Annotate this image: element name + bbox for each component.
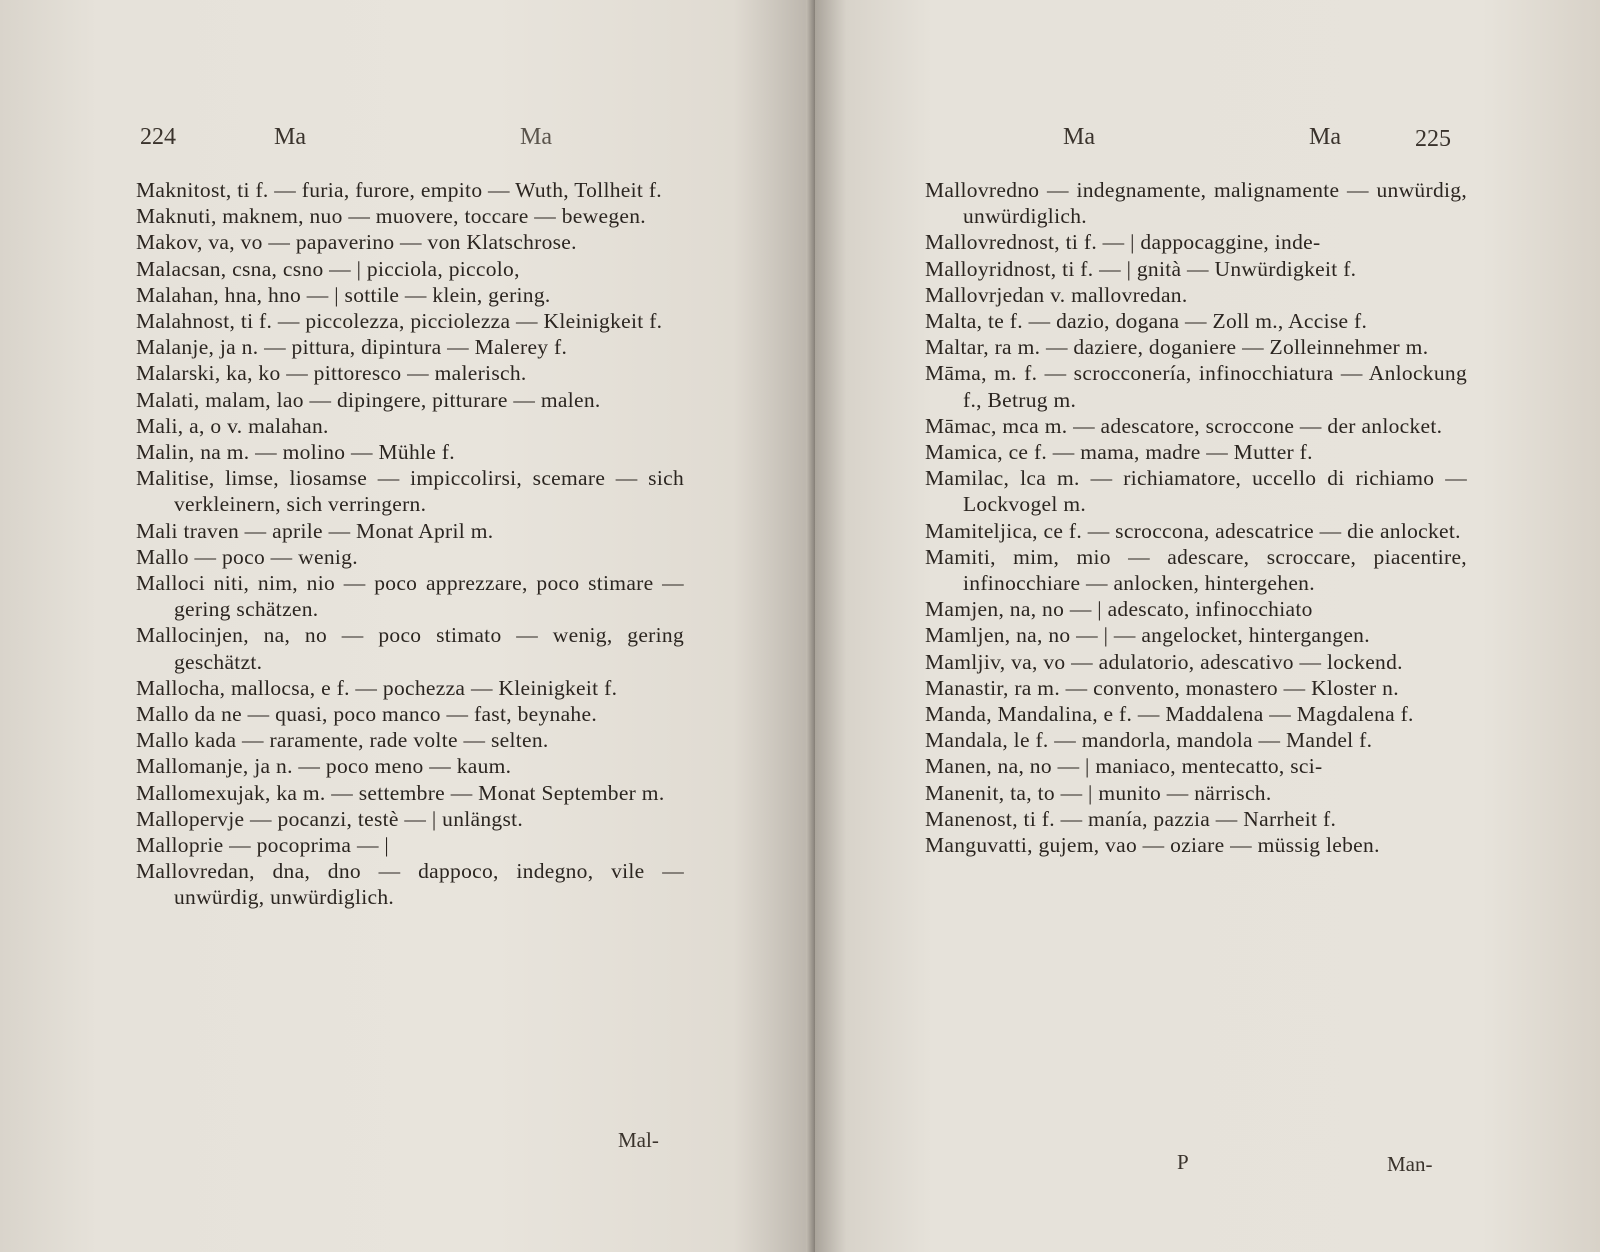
dictionary-entry: Māma, m. f. — scrocconería, infinocchiatura — Anlockung f., Betrug m. xyxy=(925,361,1467,412)
dictionary-entry: Mallopervje — pocanzi, testè — | unlängst. xyxy=(136,806,524,831)
dictionary-entry: Malarski, ka, ko — pittoresco — malerisch. xyxy=(136,361,527,386)
dictionary-entry: Malacsan, csna, csno — | picciola, piccolo, xyxy=(136,256,520,281)
dictionary-entry: Māmac, mca m. — adescatore, scroccone — der anlocket. xyxy=(925,413,1443,438)
page-number-right: 225 xyxy=(1415,126,1451,152)
dictionary-entry: Mamica, ce f. — mama, madre — Mutter f. xyxy=(925,440,1313,465)
dictionary-entry: Malati, malam, lao — dipingere, pitturare — malen. xyxy=(136,387,601,412)
dictionary-entry: Mamilac, lca m. — richiamatore, uccello di richiamo — Lockvogel m. xyxy=(925,466,1467,517)
dictionary-entry: Mallovredno — indegnamente, malignamente — unwürdig, unwürdiglich. xyxy=(925,178,1467,229)
dictionary-entry: Maknitost, ti f. — furia, furore, empito — Wuth, Tollheit f. xyxy=(136,178,662,202)
dictionary-entry: Malahnost, ti f. — piccolezza, picciolezza — Kleinigkeit f. xyxy=(136,309,663,334)
dictionary-entry: Maknuti, maknem, nuo — muovere, toccare — bewegen. xyxy=(136,204,646,229)
dictionary-entry: Mamljen, na, no — | — angelocket, hintergangen. xyxy=(925,623,1370,648)
dictionary-entry: Manda, Mandalina, e f. — Maddalena — Magdalena f. xyxy=(925,702,1414,727)
dictionary-entry: Manenost, ti f. — manía, pazzia — Narrheit f. xyxy=(925,806,1337,831)
entry-list-left xyxy=(136,177,684,911)
dictionary-entry: Mallovredan, dna, dno — dappoco, indegno, vile — unwürdig, unwürdiglich. xyxy=(136,859,684,910)
dictionary-entry: Malloci niti, nim, nio — poco apprezzare, poco stimare — gering schätzen. xyxy=(136,571,684,622)
running-head-right-2: Ma xyxy=(1309,124,1341,150)
dictionary-entry: Maltar, ra m. — daziere, doganiere — Zolleinnehmer m. xyxy=(925,335,1429,360)
dictionary-entry: Mamiti, mim, mio — adescare, scroccare, piacentire, infinocchiare — anlocken, hintergehen. xyxy=(925,544,1467,596)
dictionary-entry: Mallo da ne — quasi, poco manco — fast, beynahe. xyxy=(136,702,597,727)
dictionary-entry: Manguvatti, gujem, vao — oziare — müssig leben. xyxy=(925,833,1380,858)
catchword-left: Mal- xyxy=(618,1128,659,1152)
dictionary-entry: Malahan, hna, hno — | sottile — klein, gering. xyxy=(136,282,551,307)
running-head-left-1: Ma xyxy=(274,124,306,150)
dictionary-entry: Mallo kada — raramente, rade volte — selten. xyxy=(136,728,549,753)
dictionary-entry: Malitise, limse, liosamse — impiccolirsi, scemare — sich verkleinern, sich verringern. xyxy=(136,466,684,517)
dictionary-entry: Mamljiv, va, vo — adulatorio, adescativo — lockend. xyxy=(925,649,1403,674)
page-number-left: 224 xyxy=(140,124,176,150)
dictionary-entry: Mali traven — aprile — Monat April m. xyxy=(136,518,494,543)
entry-list-right xyxy=(925,177,1467,858)
signature-mark: P xyxy=(1177,1150,1189,1174)
dictionary-entry: Mamjen, na, no — | adescato, infinocchiato xyxy=(925,597,1313,622)
dictionary-entry: Malin, na m. — molino — Mühle f. xyxy=(136,440,455,465)
dictionary-entry: Mallocinjen, na, no — poco stimato — wenig, gering geschätzt. xyxy=(136,623,684,674)
dictionary-entry: Manenit, ta, to — | munito — närrisch. xyxy=(925,780,1272,805)
dictionary-entry: Malloyridnost, ti f. — | gnità — Unwürdigkeit f. xyxy=(925,256,1357,281)
running-head-left-2: Ma xyxy=(520,124,552,150)
dictionary-entry: Malanje, ja n. — pittura, dipintura — Malerey f. xyxy=(136,335,568,360)
catchword-right: Man- xyxy=(1387,1152,1433,1176)
dictionary-entry: Mandala, le f. — mandorla, mandola — Mandel f. xyxy=(925,728,1373,753)
dictionary-entry: Mallovrjedan v. mallovredan. xyxy=(925,282,1188,307)
running-head-right-1: Ma xyxy=(1063,124,1095,150)
dictionary-entry: Manastir, ra m. — convento, monastero — Kloster n. xyxy=(925,675,1399,700)
right-page xyxy=(815,0,1600,1252)
dictionary-entry: Mamiteljica, ce f. — scroccona, adescatrice — die anlocket. xyxy=(925,518,1461,543)
dictionary-entry: Mallomanje, ja n. — poco meno — kaum. xyxy=(136,754,512,779)
dictionary-entry: Mallovrednost, ti f. — | dappocaggine, inde- xyxy=(925,230,1321,255)
dictionary-entry: Makov, va, vo — papaverino — von Klatschrose. xyxy=(136,230,577,255)
dictionary-entry: Mallocha, mallocsa, e f. — pochezza — Kleinigkeit f. xyxy=(136,675,618,700)
dictionary-entry: Mallo — poco — wenig. xyxy=(136,544,358,569)
dictionary-entry: Mallomexujak, ka m. — settembre — Monat September m. xyxy=(136,780,665,805)
dictionary-entry: Mali, a, o v. malahan. xyxy=(136,413,329,438)
dictionary-entry: Malloprie — pocoprima — | xyxy=(136,833,390,858)
dictionary-entry: Manen, na, no — | maniaco, mentecatto, sci- xyxy=(925,754,1323,779)
dictionary-entry: Malta, te f. — dazio, dogana — Zoll m., Accise f. xyxy=(925,309,1368,334)
